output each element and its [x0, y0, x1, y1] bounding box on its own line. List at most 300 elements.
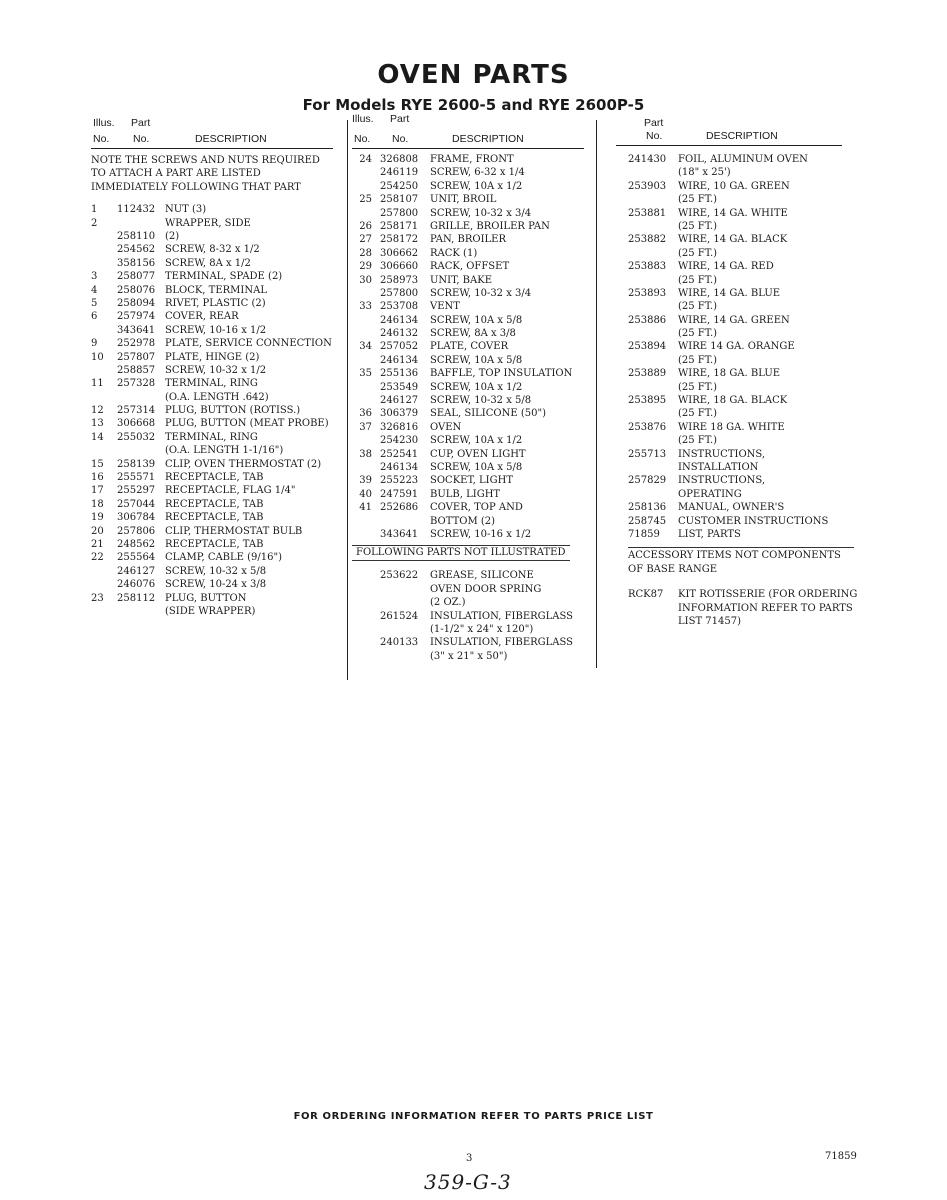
table-row — [91, 484, 341, 497]
part-description: UNIT, BAKE — [430, 274, 493, 286]
part-description: SCREW, 10-32 x 3/4 — [430, 207, 532, 219]
part-description: RECEPTACLE, TAB — [165, 512, 264, 524]
table-row — [610, 474, 870, 487]
document-number: 71859 — [825, 1151, 857, 1162]
table-row — [352, 193, 592, 206]
illus-no: 11 — [91, 378, 104, 390]
part-no: 246134 — [380, 354, 419, 366]
table-row — [91, 417, 341, 430]
table-row — [610, 434, 870, 447]
part-description: SCREW, 10A x 5/8 — [430, 314, 523, 326]
table-row — [610, 153, 870, 166]
table-row — [610, 340, 870, 353]
table-row — [610, 220, 870, 233]
not-illustrated-label: FOLLOWING PARTS NOT ILLUSTRATED — [356, 547, 566, 559]
table-row — [352, 583, 592, 596]
table-row — [91, 578, 341, 591]
part-no: 257328 — [117, 378, 156, 390]
illus-no: 20 — [91, 525, 104, 537]
column-header — [610, 117, 870, 149]
table-row — [352, 528, 592, 541]
table-row — [610, 247, 870, 260]
part-no: 112432 — [117, 204, 156, 216]
part-description: UNIT, BROIL — [430, 194, 497, 206]
part-description: (25 FT.) — [678, 435, 718, 447]
part-description: TERMINAL, SPADE (2) — [165, 271, 283, 283]
part-description: SCREW, 6-32 x 1/4 — [430, 167, 525, 179]
part-no: 257044 — [117, 498, 156, 510]
table-row — [610, 448, 870, 461]
table-row — [91, 498, 341, 511]
part-no: 254250 — [380, 180, 419, 192]
part-description: RACK (1) — [430, 247, 478, 259]
part-description: VENT — [430, 301, 460, 313]
part-no: 253622 — [380, 570, 419, 582]
table-row — [91, 404, 341, 417]
part-description: PLATE, COVER — [430, 341, 509, 353]
table-row — [91, 310, 341, 323]
part-description: RECEPTACLE, FLAG 1/4" — [165, 485, 296, 497]
part-description: WIRE, 14 GA. RED — [678, 261, 774, 273]
table-row — [91, 592, 341, 605]
part-no: 252978 — [117, 338, 156, 350]
table-row — [352, 488, 592, 501]
part-no: 306668 — [117, 418, 156, 430]
table-row — [352, 461, 592, 474]
part-no: 258745 — [628, 515, 667, 527]
part-no: 255297 — [117, 485, 156, 497]
part-description: SCREW, 10-32 x 3/4 — [430, 287, 532, 299]
table-row — [352, 515, 592, 528]
part-description: SCREW, 10-32 x 5/8 — [165, 565, 267, 577]
part-description: WIRE, 18 GA. BLACK — [678, 395, 788, 407]
table-row — [610, 394, 870, 407]
part-description: SCREW, 10-16 x 1/2 — [430, 528, 532, 540]
part-no: 257806 — [117, 525, 156, 537]
illus-no: 38 — [359, 448, 372, 460]
illus-no: 1 — [91, 204, 98, 216]
column-header — [91, 117, 341, 149]
part-description: PLATE, SERVICE CONNECTION — [165, 338, 332, 350]
table-row — [91, 284, 341, 297]
part-no: 326808 — [380, 154, 419, 165]
part-description: RACK, OFFSET — [430, 261, 510, 273]
part-description: (2) — [165, 231, 180, 242]
illus-no: 2 — [91, 217, 98, 229]
part-no: 254562 — [117, 244, 156, 256]
part-no: 255223 — [380, 475, 419, 487]
part-description: BULB, LIGHT — [430, 488, 501, 500]
table-row — [91, 243, 341, 256]
part-no: 241430 — [628, 154, 667, 165]
part-no: 258112 — [117, 592, 156, 604]
parts-column-3 — [610, 117, 870, 633]
illus-no: 36 — [359, 408, 372, 420]
parts-list-1 — [91, 203, 341, 618]
part-description: WIRE 18 GA. WHITE — [678, 421, 785, 433]
table-row — [352, 300, 592, 313]
part-no: 246132 — [380, 328, 419, 340]
part-no: 253549 — [380, 381, 419, 393]
part-description: WRAPPER, SIDE — [165, 217, 251, 229]
table-row — [352, 287, 592, 300]
table-row — [610, 260, 870, 273]
table-row — [352, 233, 592, 246]
table-row — [91, 257, 341, 270]
part-description: SCREW, 8-32 x 1/2 — [165, 244, 260, 256]
part-description: PLATE, HINGE (2) — [165, 351, 260, 363]
table-row — [352, 314, 592, 327]
table-row — [352, 501, 592, 514]
part-description: (25 FT.) — [678, 194, 718, 206]
part-no: 306660 — [380, 261, 419, 273]
part-description: SCREW, 8A x 1/2 — [165, 257, 251, 269]
part-no: 258973 — [380, 274, 419, 286]
illus-no: 25 — [359, 194, 372, 206]
parts-column-1 — [91, 117, 341, 618]
table-row — [91, 270, 341, 283]
part-no: 246127 — [380, 395, 419, 407]
table-row — [352, 650, 592, 663]
part-description: PLUG, BUTTON — [165, 592, 247, 604]
header-part-no: No. — [646, 130, 663, 142]
table-row — [91, 364, 341, 377]
table-row — [610, 515, 870, 528]
part-description: PLUG, BUTTON (ROTISS.) — [165, 405, 301, 417]
table-row — [91, 297, 341, 310]
part-no: 253893 — [628, 287, 667, 299]
part-description: INSULATION, FIBERGLASS — [430, 637, 574, 649]
part-no: 257314 — [117, 405, 156, 417]
table-row — [610, 354, 870, 367]
part-description: SCREW, 10A x 5/8 — [430, 461, 523, 473]
part-no: 71859 — [628, 528, 660, 540]
illus-no: 15 — [91, 458, 104, 470]
part-description: INSTRUCTIONS, — [678, 475, 766, 487]
illus-no: 24 — [359, 154, 372, 165]
part-description: SOCKET, LIGHT — [430, 475, 513, 487]
table-row — [352, 448, 592, 461]
illus-no: 14 — [91, 431, 104, 443]
table-row — [352, 207, 592, 220]
table-row — [352, 340, 592, 353]
part-description: (25 FT.) — [678, 354, 718, 366]
part-no: 253876 — [628, 421, 667, 433]
part-no: 246127 — [117, 565, 156, 577]
table-row — [352, 569, 592, 582]
table-row — [610, 367, 870, 380]
illus-no: 26 — [359, 220, 372, 232]
header-rule — [91, 148, 333, 149]
part-description: CLAMP, CABLE (9/16") — [165, 552, 283, 564]
part-description: (3" x 21" x 50") — [430, 650, 508, 662]
part-description: FRAME, FRONT — [430, 154, 514, 165]
part-description: WIRE, 14 GA. BLUE — [678, 287, 781, 299]
table-row — [352, 474, 592, 487]
part-description: GREASE, SILICONE — [430, 570, 534, 582]
part-no: 253883 — [628, 261, 667, 273]
table-row — [352, 166, 592, 179]
page-subtitle: For Models RYE 2600-5 and RYE 2600P-5 — [302, 96, 645, 114]
part-description: RECEPTACLE, TAB — [165, 472, 264, 484]
part-no: 253708 — [380, 301, 419, 313]
header-illus: Illus. — [352, 113, 374, 125]
illus-no: 5 — [91, 297, 98, 309]
table-row — [352, 180, 592, 193]
illus-no: 28 — [359, 247, 372, 259]
illus-no: 4 — [91, 284, 98, 296]
illus-no: 19 — [91, 512, 104, 524]
part-description: WIRE, 14 GA. BLACK — [678, 234, 788, 246]
table-row — [610, 166, 870, 179]
table-row — [91, 203, 341, 216]
illus-no: 22 — [91, 552, 104, 564]
column-divider-1 — [347, 120, 348, 680]
part-description: SCREW, 10-16 x 1/2 — [165, 324, 267, 336]
part-description: (25 FT.) — [678, 274, 718, 286]
table-row — [352, 274, 592, 287]
header-illus-no: No. — [93, 133, 110, 145]
part-description: WIRE, 14 GA. WHITE — [678, 207, 788, 219]
part-description: (25 FT.) — [678, 220, 718, 232]
part-description: COVER, REAR — [165, 311, 239, 323]
table-row — [91, 230, 341, 243]
table-row — [352, 153, 592, 166]
column-divider-2 — [596, 120, 597, 668]
part-no: 258171 — [380, 220, 419, 232]
part-description: FOIL, ALUMINUM OVEN — [678, 154, 808, 165]
table-row — [610, 193, 870, 206]
part-no: 255571 — [117, 472, 156, 484]
part-description: WIRE, 10 GA. GREEN — [678, 180, 790, 192]
part-description: (O.A. LENGTH .642) — [165, 391, 269, 403]
screws-note: NOTE THE SCREWS AND NUTS REQUIRED TO ATTACH A PART ARE LISTED IMMEDIATELY FOLLOWING THAT PART — [91, 155, 320, 193]
part-no: 252541 — [380, 448, 419, 460]
part-no: 254230 — [380, 435, 419, 447]
part-no: 326816 — [380, 421, 419, 433]
part-description: OVEN — [430, 421, 462, 433]
part-description: INSTRUCTIONS, — [678, 448, 766, 460]
part-no: 257800 — [380, 207, 419, 219]
table-row — [91, 324, 341, 337]
page-number: 3 — [466, 1153, 473, 1164]
part-no: 253895 — [628, 395, 667, 407]
parts-list-3 — [610, 153, 870, 541]
table-row — [352, 354, 592, 367]
part-description: SCREW, 10-32 x 5/8 — [430, 395, 532, 407]
part-description: SCREW, 10-24 x 3/8 — [165, 579, 267, 591]
part-no: 255564 — [117, 552, 156, 564]
part-description: SCREW, 10A x 1/2 — [430, 435, 523, 447]
part-no: 257807 — [117, 351, 156, 363]
table-row — [91, 391, 341, 404]
parts-column-2 — [352, 113, 592, 663]
part-no: 343641 — [117, 324, 156, 336]
not-illustrated-heading — [352, 546, 592, 560]
part-description: SCREW, 8A x 3/8 — [430, 328, 516, 340]
table-row — [91, 511, 341, 524]
accessory-heading: ACCESSORY ITEMS NOT COMPONENTS OF BASE RANGE — [628, 550, 841, 575]
part-description: OVEN DOOR SPRING — [430, 583, 542, 595]
part-description: MANUAL, OWNER'S — [678, 502, 785, 514]
part-no: 246134 — [380, 461, 419, 473]
illus-no: 10 — [91, 351, 104, 363]
part-description: SEAL, SILICONE (50") — [430, 408, 546, 420]
part-description: (2 OZ.) — [430, 597, 466, 609]
part-description: (25 FT.) — [678, 381, 718, 393]
table-row — [610, 461, 870, 474]
part-description: RIVET, PLASTIC (2) — [165, 297, 266, 309]
part-no: 306379 — [380, 408, 419, 420]
table-row — [610, 314, 870, 327]
illus-no: 12 — [91, 405, 104, 417]
part-description: (18" x 25') — [678, 167, 731, 179]
illus-no: 3 — [91, 271, 98, 283]
accessory-part-no: RCK87 — [628, 589, 664, 601]
header-rule — [352, 148, 584, 149]
part-description: SCREW, 10A x 5/8 — [430, 354, 523, 366]
table-row — [91, 605, 341, 618]
part-description: SCREW, 10A x 1/2 — [430, 381, 523, 393]
illus-no: 30 — [359, 274, 372, 286]
table-row — [352, 421, 592, 434]
table-row — [610, 327, 870, 340]
table-row — [610, 381, 870, 394]
illus-no: 21 — [91, 538, 104, 550]
header-part: Part — [644, 117, 664, 129]
part-description: (SIDE WRAPPER) — [165, 605, 256, 617]
table-row — [610, 501, 870, 514]
header-description: DESCRIPTION — [706, 130, 778, 142]
part-description: CLIP, OVEN THERMOSTAT (2) — [165, 458, 322, 470]
table-row — [352, 367, 592, 380]
part-no: 253882 — [628, 234, 667, 246]
table-row — [91, 337, 341, 350]
header-description: DESCRIPTION — [452, 133, 524, 145]
table-row — [91, 525, 341, 538]
part-no: 246076 — [117, 579, 156, 591]
part-description: PAN, BROILER — [430, 234, 506, 246]
illus-no: 29 — [359, 261, 372, 273]
part-description: BOTTOM (2) — [430, 515, 496, 527]
part-description: CLIP, THERMOSTAT BULB — [165, 525, 303, 537]
table-row — [610, 300, 870, 313]
part-no: 252686 — [380, 502, 419, 514]
part-no: 257829 — [628, 475, 667, 487]
illus-no: 18 — [91, 498, 104, 510]
part-description: SCREW, 10-32 x 1/2 — [165, 364, 267, 376]
part-description: OPERATING — [678, 488, 742, 500]
table-row — [91, 351, 341, 364]
header-part: Part — [131, 117, 151, 129]
part-description: CUSTOMER INSTRUCTIONS — [678, 515, 829, 527]
illus-no: 27 — [359, 234, 372, 246]
part-no: 258107 — [380, 194, 419, 206]
part-no: 248562 — [117, 538, 156, 550]
part-no: 261524 — [380, 610, 419, 622]
table-row — [352, 407, 592, 420]
part-no: 246119 — [380, 167, 419, 179]
header-part-no: No. — [392, 133, 409, 145]
part-description: INSULATION, FIBERGLASS — [430, 610, 574, 622]
illus-no: 13 — [91, 418, 104, 430]
part-no: 358156 — [117, 257, 156, 269]
part-no: 257974 — [117, 311, 156, 323]
table-row — [352, 636, 592, 649]
part-no: 258139 — [117, 458, 156, 470]
header-illus: Illus. — [93, 117, 115, 129]
table-row — [91, 377, 341, 390]
table-row — [352, 596, 592, 609]
handwritten-mark: 359-G-3 — [424, 1170, 512, 1194]
table-row — [352, 220, 592, 233]
part-description: TERMINAL, RING — [165, 378, 258, 390]
rule — [628, 547, 854, 548]
part-description: GRILLE, BROILER PAN — [430, 220, 550, 232]
part-description: (25 FT.) — [678, 301, 718, 313]
part-no: 253881 — [628, 207, 667, 219]
part-no: 255713 — [628, 448, 667, 460]
illus-no: 39 — [359, 475, 372, 487]
table-row — [610, 233, 870, 246]
part-description: RECEPTACLE, TAB — [165, 498, 264, 510]
accessory-description: KIT ROTISSERIE (FOR ORDERING INFORMATION REFER TO PARTS LIST 71457) — [678, 589, 858, 627]
part-no: 258172 — [380, 234, 419, 246]
part-no: 253889 — [628, 368, 667, 380]
part-no: 255032 — [117, 431, 156, 443]
header-description: DESCRIPTION — [195, 133, 267, 145]
illus-no: 33 — [359, 301, 372, 313]
illus-no: 16 — [91, 472, 104, 484]
header-part-no: No. — [133, 133, 150, 145]
part-description: TERMINAL, RING — [165, 431, 258, 443]
part-no: 343641 — [380, 528, 419, 540]
illus-no: 37 — [359, 421, 372, 433]
part-no: 258077 — [117, 271, 156, 283]
table-row — [91, 458, 341, 471]
part-no: 247591 — [380, 488, 419, 500]
header-rule — [616, 145, 842, 146]
illus-no: 34 — [359, 341, 372, 353]
table-row — [352, 610, 592, 623]
part-no: 258857 — [117, 364, 156, 376]
part-no: 257052 — [380, 341, 419, 353]
illus-no: 17 — [91, 485, 104, 497]
part-description: (O.A. LENGTH 1-1/16") — [165, 445, 284, 457]
illus-no: 35 — [359, 368, 372, 380]
part-no: 255136 — [380, 368, 419, 380]
accessory-row — [610, 588, 870, 633]
part-no: 253894 — [628, 341, 667, 353]
part-description: (25 FT.) — [678, 247, 718, 259]
part-description: NUT (3) — [165, 204, 207, 216]
part-description: WIRE, 18 GA. BLUE — [678, 368, 781, 380]
header-part: Part — [390, 113, 410, 125]
table-row — [610, 274, 870, 287]
table-row — [610, 488, 870, 501]
part-no: 246134 — [380, 314, 419, 326]
illus-no: 23 — [91, 592, 104, 604]
table-row — [352, 260, 592, 273]
part-description: CUP, OVEN LIGHT — [430, 448, 526, 460]
header-illus-no: No. — [354, 133, 371, 145]
illus-no: 6 — [91, 311, 98, 323]
part-no: 306662 — [380, 247, 419, 259]
part-description: INSTALLATION — [678, 461, 759, 473]
table-row — [91, 444, 341, 457]
table-row — [352, 247, 592, 260]
part-no: 258136 — [628, 502, 667, 514]
